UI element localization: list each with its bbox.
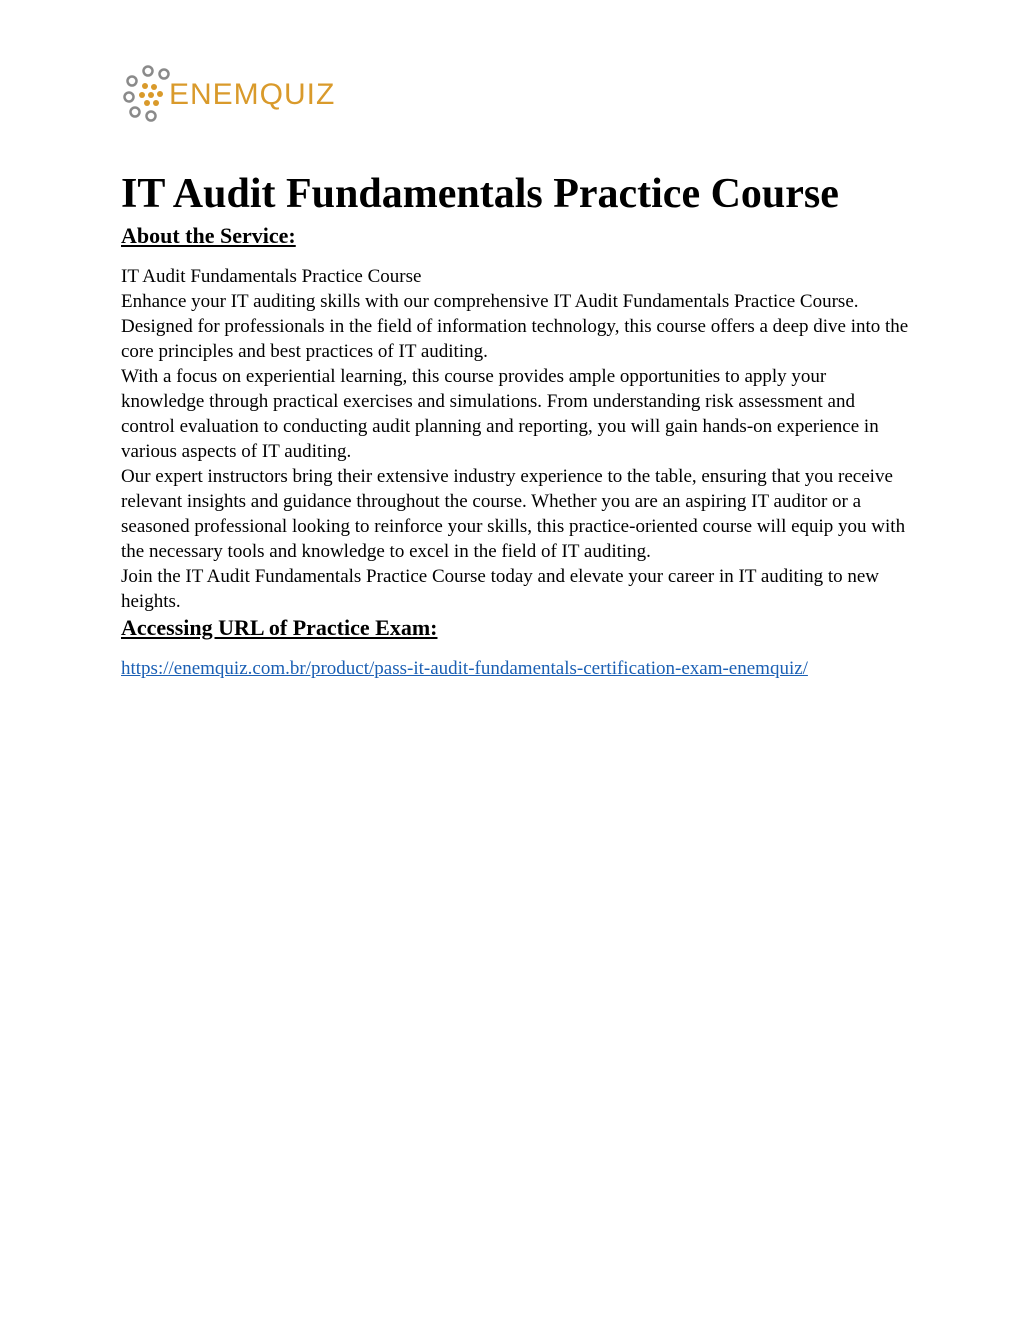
access-url-heading: Accessing URL of Practice Exam: <box>121 615 438 640</box>
enemquiz-logo <box>122 64 382 122</box>
about-paragraph: IT Audit Fundamentals Practice Course <box>121 266 422 287</box>
page-title: IT Audit Fundamentals Practice Course <box>121 171 839 217</box>
practice-exam-link[interactable]: https://enemquiz.com.br/product/pass-it-audit-fundamentals-certification-exam-enemquiz/ <box>121 658 808 679</box>
document-body <box>121 166 911 681</box>
about-paragraph: Enhance your IT auditing skills with our comprehensive IT Audit Fundamentals Practice Course. Designed for professionals in the field of information technology, this course offers a deep dive into the core principles and best practices of IT auditing. <box>121 291 909 362</box>
about-heading: About the Service: <box>121 223 296 248</box>
about-paragraph: Our expert instructors bring their extensive industry experience to the table, ensuring that you receive relevant insights and guidance throughout the course. Whether you are an aspiring IT auditor or a seasoned professional looking to reinforce your skills, this practice-oriented course will equip you with the necessary tools and knowledge to excel in the field of IT auditing. <box>121 466 906 562</box>
about-paragraph: Join the IT Audit Fundamentals Practice Course today and elevate your career in IT auditing to new heights. <box>121 566 880 612</box>
logo-wordmark: ENEMQUIZ <box>169 78 336 111</box>
logo-mark-icon <box>122 64 382 122</box>
about-text <box>121 264 911 614</box>
about-paragraph: With a focus on experiential learning, this course provides ample opportunities to apply your knowledge through practical exercises and simulations. From understanding risk assessment and control evaluation to conducting audit planning and reporting, you will gain hands-on experience in various aspects of IT auditing. <box>121 366 879 462</box>
